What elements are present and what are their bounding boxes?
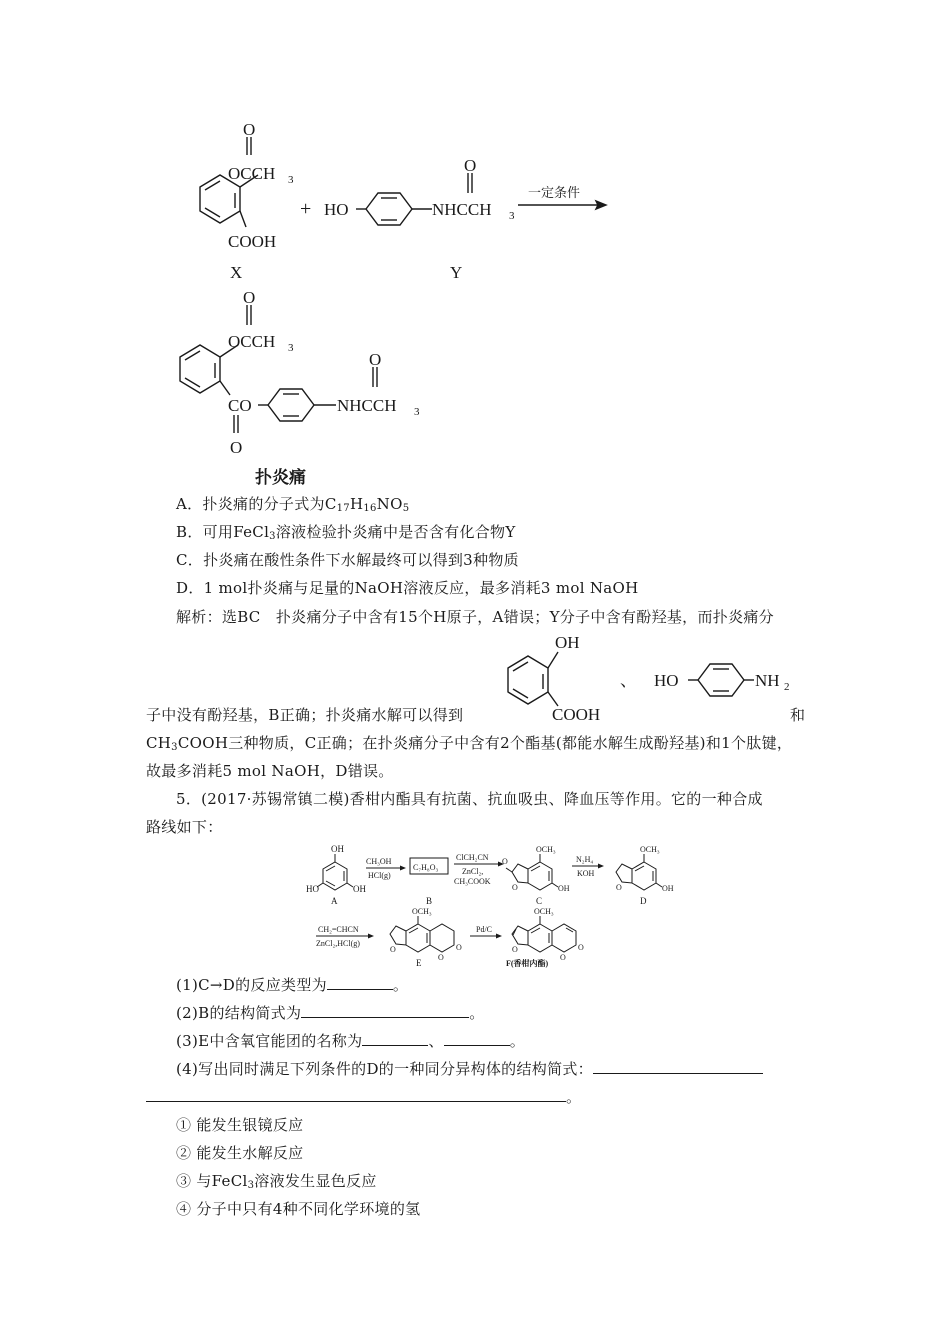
r2-mid: ZnCl₂, — [462, 867, 484, 876]
analysis-line-2: 子中没有酚羟基，B正确；扑炎痛水解可以得到 — [146, 706, 464, 724]
f-carbonyl-o: O — [578, 943, 584, 952]
subquestion-3: (3)E中含氧官能团的名称为 、 。 — [176, 1032, 526, 1050]
x-acetoxy-group: OCCH — [228, 164, 276, 183]
answer-blank-2[interactable] — [301, 1003, 469, 1018]
option-d: D．1 mol扑炎痛与足量的NaOH溶液反应，最多消耗3 mol NaOH — [176, 579, 639, 597]
product-ester-co: CO — [228, 396, 252, 415]
y-carbonyl-o: O — [464, 156, 477, 175]
x-label: X — [230, 263, 243, 282]
d-och3: OCH₃ — [640, 845, 660, 854]
product-carbonyl-o-top: O — [243, 288, 256, 307]
option-c: C．扑炎痛在酸性条件下水解最终可以得到3种物质 — [176, 551, 519, 569]
synthesis-scheme — [300, 840, 690, 970]
q5-line-1: 5．(2017·苏锡常镇二模)香柑内酯具有抗菌、抗血吸虫、降血压等作用。它的一种合成 — [176, 790, 763, 808]
analysis-line-4: 故最多消耗5 mol NaOH，D错误。 — [146, 762, 394, 780]
product-name: 扑炎痛 — [255, 468, 306, 487]
option-a: A．扑炎痛的分子式为$C_{17}H_{16}NO_5$ — [176, 495, 410, 514]
b-label: B — [426, 896, 433, 906]
c-och3: OCH₃ — [536, 845, 556, 854]
r2-top: ClCH₂CN — [456, 853, 489, 862]
f-ring-o1: O — [512, 945, 518, 954]
salicylic-cooh: COOH — [552, 705, 601, 724]
analysis-structures — [500, 628, 810, 728]
e-och3: OCH₃ — [412, 907, 432, 916]
separator-dun: 、 — [620, 671, 637, 690]
r3-top: N₂H₄ — [576, 855, 594, 864]
a-oh-top: OH — [331, 844, 344, 854]
r2-bottom: CH₃COOK — [454, 877, 491, 886]
reaction-arrow — [518, 201, 606, 209]
product-sub3: 3 — [288, 342, 294, 354]
analysis-line-3: $CH_3COOH$三种物质，C正确；在扑炎痛分子中含有2个酯基(都能水解生成酚羟基)和1个肽键， — [146, 734, 793, 753]
condition-1: ① 能发生银镜反应 — [176, 1116, 304, 1134]
answer-blank-1[interactable] — [327, 975, 393, 990]
plus-sign: + — [300, 198, 312, 220]
e-ring-o1: O — [390, 945, 396, 954]
r1-bottom: HCl(g) — [368, 871, 391, 880]
condition-2: ② 能发生水解反应 — [176, 1144, 304, 1162]
salicylic-oh: OH — [555, 633, 580, 652]
product-carbonyl-o-bottom: O — [230, 438, 243, 457]
product-acetamido: NHCCH — [337, 396, 397, 415]
product-amide-o: O — [369, 350, 382, 369]
c-ring-o: O — [512, 883, 518, 892]
d-oh: OH — [662, 884, 674, 893]
a-label: A — [331, 896, 338, 906]
y-acetamido: NHCCH — [432, 200, 492, 219]
subquestion-4: (4)写出同时满足下列条件的D的一种同分异构体的结构简式： — [176, 1059, 763, 1079]
f-och3: OCH₃ — [534, 907, 554, 916]
c-oh: OH — [558, 884, 570, 893]
a-ho: HO — [306, 884, 319, 894]
subquestion-4-cont: 。 — [146, 1087, 581, 1107]
a-oh-right: OH — [353, 884, 366, 894]
r5-top: Pd/C — [476, 925, 493, 934]
product-structure — [160, 285, 460, 490]
e-carbonyl-o: O — [456, 943, 462, 952]
d-label: D — [640, 896, 647, 906]
condition-4: ④ 分子中只有4种不同化学环境的氢 — [176, 1200, 421, 1218]
aminophenol-ho: HO — [654, 671, 679, 690]
r1-top: CH₃OH — [366, 857, 392, 866]
b-formula: C₇H₈O₃ — [413, 863, 439, 872]
subquestion-1: (1)C→D的反应类型为 。 — [176, 976, 409, 994]
y-label: Y — [450, 263, 463, 282]
subquestion-2: (2)B的结构简式为 。 — [176, 1004, 485, 1022]
answer-blank-3b[interactable] — [444, 1031, 510, 1046]
product-acetoxy: OCCH — [228, 332, 276, 351]
x-carbonyl-o: O — [243, 120, 256, 139]
e-label: E — [416, 958, 422, 968]
arrow-condition: 一定条件 — [528, 185, 581, 200]
r4-top: CH₂=CHCN — [318, 925, 359, 934]
e-ring-o2: O — [438, 953, 444, 962]
q5-line-2: 路线如下： — [146, 818, 223, 836]
y-ho: HO — [324, 200, 349, 219]
f-ring-o2: O — [560, 953, 566, 962]
r3-bottom: KOH — [577, 869, 595, 878]
reaction-scheme-1 — [160, 115, 620, 290]
r4-bottom: ZnCl₂,HCl(g) — [316, 939, 360, 948]
aminophenol-sub2: 2 — [784, 681, 790, 693]
c-carbonyl-o: O — [502, 857, 508, 866]
aminophenol-nh: NH — [755, 671, 780, 690]
d-ring-o: O — [616, 883, 622, 892]
answer-blank-4b[interactable] — [146, 1087, 566, 1102]
option-b: B．可用FeCl$_3$溶液检验扑炎痛中是否含有化合物Y — [176, 523, 516, 542]
analysis-and: 和 — [790, 706, 806, 724]
analysis-line-1: 解析：选BC 扑炎痛分子中含有15个H原子，A错误；Y分子中含有酚羟基，而扑炎痛分 — [176, 608, 774, 626]
condition-3: ③ 与FeCl$_3$溶液发生显色反应 — [176, 1172, 377, 1191]
answer-blank-4a[interactable] — [593, 1059, 763, 1074]
y-sub3: 3 — [509, 210, 515, 222]
f-label: F(香柑内酯) — [506, 959, 549, 968]
product-sub3b: 3 — [414, 406, 420, 418]
c-label: C — [536, 896, 543, 906]
answer-blank-3a[interactable] — [362, 1031, 428, 1046]
x-sub3: 3 — [288, 174, 294, 186]
x-cooh: COOH — [228, 232, 277, 251]
